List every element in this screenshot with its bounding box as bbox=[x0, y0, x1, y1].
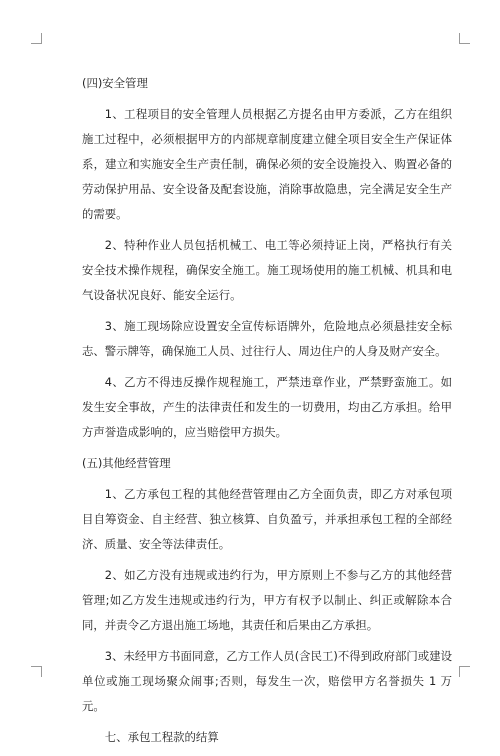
paragraph: 3、未经甲方书面同意，乙方工作人员(含民工)不得到政府部门或建设单位或施工现场聚众闹事;否则，每发生一次，赔偿甲方名誉损失 1 万元。 bbox=[82, 649, 452, 713]
document-body bbox=[82, 71, 452, 756]
section-heading-safety: (四)安全管理 bbox=[82, 76, 148, 90]
crop-mark-bottom-right bbox=[459, 666, 470, 677]
crop-mark-top-right bbox=[459, 33, 470, 44]
section-title-settlement: 七、承包工程款的结算 bbox=[104, 730, 219, 744]
paragraph: 1、乙方承包工程的其他经营管理由乙方全面负责，即乙方对承包项目自筹资金、自主经营、独立核算、自负盈亏，并承担承包工程的全部经济、质量、安全等法律责任。 bbox=[82, 487, 452, 551]
paragraph: 2、如乙方没有违规或违约行为，甲方原则上不参与乙方的其他经营管理;如乙方发生违规或违约行为，甲方有权予以制止、纠正或解除本合同，并责令乙方退出施工场地，其责任和后果由乙方承担。 bbox=[82, 568, 452, 632]
section-heading-other-management: (五)其他经营管理 bbox=[82, 456, 171, 470]
crop-mark-top-left bbox=[31, 33, 42, 44]
paragraph: 2、特种作业人员包括机械工、电工等必须持证上岗，严格执行有关安全技术操作规程，确保安全施工。施工现场使用的施工机械、机具和电气设备状况良好、能安全运行。 bbox=[82, 238, 452, 302]
paragraph: 4、乙方不得违反操作规程施工，严禁违章作业，严禁野蛮施工。如发生安全事故，产生的法律责任和发生的一切费用，均由乙方承担。给甲方声誉造成影响的，应当赔偿甲方损失。 bbox=[82, 375, 452, 439]
crop-mark-bottom-left bbox=[31, 666, 42, 677]
paragraph: 1、工程项目的安全管理人员根据乙方提名由甲方委派，乙方在组织施工过程中，必须根据甲方的内部规章制度建立健全项目安全生产保证体系，建立和实施安全生产责任制，确保必须的安全设施投入、购置必备的劳动保护用品、安全设备及配套设施，消除事故隐患，完全满足安全生产的需要。 bbox=[82, 107, 452, 221]
paragraph: 3、施工现场除应设置安全宣传标语牌外，危险地点必须悬挂安全标志、警示牌等，确保施工人员、过往行人、周边住户的人身及财产安全。 bbox=[82, 319, 452, 358]
